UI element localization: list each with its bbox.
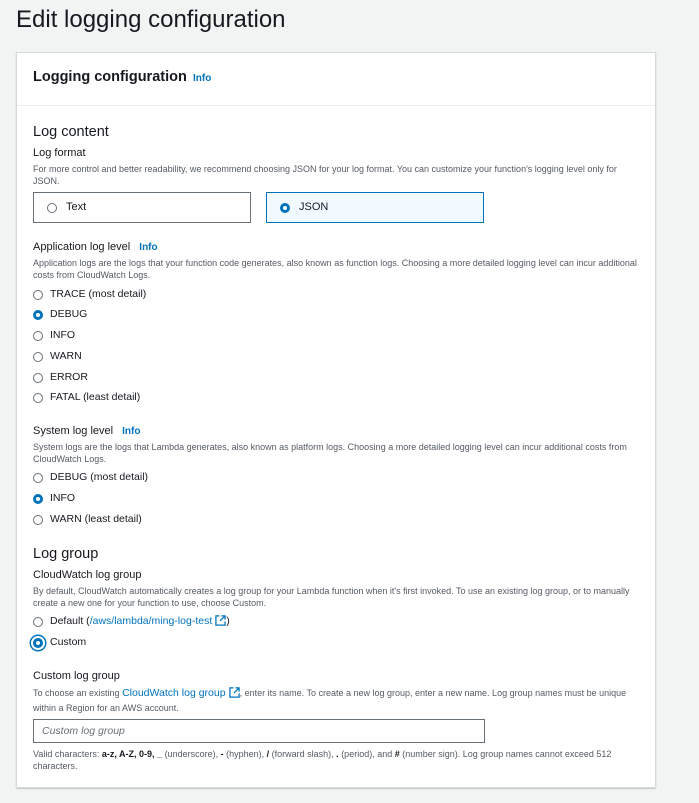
cloudwatch-log-group-label: CloudWatch log group <box>33 569 142 581</box>
log-format-text-label: Text <box>66 201 87 213</box>
app-level-fatal-radio[interactable] <box>33 393 43 403</box>
sys-level-info-radio[interactable] <box>33 494 43 504</box>
panel-header <box>17 53 655 106</box>
log-format-description: For more control and better readability, we recommend choosing JSON for your log format. You can customize your function's logging level only for JSON. <box>33 164 617 186</box>
app-level-trace-label: TRACE (most detail) <box>50 288 147 300</box>
custom-log-group-constraint <box>33 748 643 772</box>
app-level-fatal-label: FATAL (least detail) <box>50 391 141 403</box>
app-level-info-radio[interactable] <box>33 331 43 341</box>
constraint-text-1: Valid characters: <box>33 749 102 759</box>
constraint-text-6: (number sign). Log group names cannot exceed 512 characters. <box>33 749 612 771</box>
app-level-trace-radio[interactable] <box>33 290 43 300</box>
constraint-text-4: (forward slash), <box>269 749 337 759</box>
default-log-group-link[interactable]: /aws/lambda/ming-log-test <box>89 615 213 627</box>
external-link-icon <box>215 615 226 626</box>
log-format-label: Log format <box>33 147 86 159</box>
app-level-warn-radio[interactable] <box>33 352 43 362</box>
panel-title: Logging configuration <box>33 69 187 85</box>
custom-log-group-desc-after: , enter its name. To create a new log group, enter a new name. Log group names must be unique within a Region for an AWS account. <box>33 688 627 713</box>
constraint-bold-4: . <box>336 749 339 759</box>
log-group-default-label <box>50 615 230 627</box>
app-level-info-label: INFO <box>50 329 76 341</box>
external-link-icon <box>229 687 240 698</box>
application-log-level-label-text: Application log level <box>33 241 131 253</box>
constraint-text-5: (period), and <box>338 749 395 759</box>
constraint-bold-1: a-z, A-Z, 0-9, _ <box>101 749 163 759</box>
constraint-text-2: (underscore), <box>162 749 221 759</box>
cloudwatch-log-group-link[interactable]: CloudWatch log group <box>122 687 226 699</box>
log-group-custom-label: Custom <box>50 636 87 648</box>
logging-configuration-panel <box>16 52 656 788</box>
app-level-error-radio[interactable] <box>33 373 43 383</box>
sys-level-warn-radio[interactable] <box>33 515 43 525</box>
system-log-level-label <box>33 425 140 437</box>
log-group-default-suffix: ) <box>226 615 230 627</box>
panel-info-link[interactable]: Info <box>193 73 212 84</box>
custom-log-group-description <box>33 686 643 716</box>
cloudwatch-log-group-description: By default, CloudWatch automatically creates a log group for your Lambda function when it's first invoked. To use an existing log group, or to manually create a new one for your function to use, choose Custom. <box>33 586 630 608</box>
system-log-level-info-link[interactable]: Info <box>122 426 141 437</box>
constraint-text-3: (hyphen), <box>223 749 267 759</box>
sys-level-debug-label: DEBUG (most detail) <box>50 471 149 483</box>
app-level-error-label: ERROR <box>50 371 88 383</box>
log-format-json-label: JSON <box>299 201 329 213</box>
sys-level-info-label: INFO <box>50 492 76 504</box>
sys-level-debug-radio[interactable] <box>33 473 43 483</box>
log-group-default-radio[interactable] <box>33 617 43 627</box>
log-content-heading: Log content <box>33 124 109 140</box>
application-log-level-info-link[interactable]: Info <box>139 242 158 253</box>
app-level-debug-label: DEBUG <box>50 308 88 320</box>
log-format-json-tile[interactable] <box>266 192 484 223</box>
constraint-bold-2: - <box>220 749 224 759</box>
constraint-bold-5: # <box>394 749 400 759</box>
application-log-level-description: Application logs are the logs that your function code generates, also known as function logs. Choosing a more detailed logging level can incur additional costs from CloudWatch Logs. <box>33 258 637 280</box>
custom-log-group-desc-before: To choose an existing <box>33 688 123 698</box>
custom-log-group-input[interactable] <box>33 719 485 743</box>
page-title: Edit logging configuration <box>16 6 286 33</box>
custom-log-group-label: Custom log group <box>33 670 120 682</box>
app-level-debug-radio[interactable] <box>33 310 43 320</box>
system-log-level-label-text: System log level <box>33 425 114 437</box>
system-log-level-description: System logs are the logs that Lambda generates, also known as platform logs. Choosing a more detailed logging level can incur additional costs from CloudWatch Logs. <box>33 442 627 464</box>
constraint-bold-3: / <box>266 749 270 759</box>
log-format-text-radio[interactable] <box>47 203 57 213</box>
app-level-warn-label: WARN <box>50 350 82 362</box>
log-group-custom-radio[interactable] <box>33 638 43 648</box>
application-log-level-label <box>33 241 158 253</box>
sys-level-warn-label: WARN (least detail) <box>50 513 142 525</box>
log-group-heading: Log group <box>33 546 99 562</box>
log-group-default-prefix: Default ( <box>50 615 90 627</box>
log-format-json-radio[interactable] <box>280 203 290 213</box>
log-format-text-tile[interactable] <box>33 192 251 223</box>
